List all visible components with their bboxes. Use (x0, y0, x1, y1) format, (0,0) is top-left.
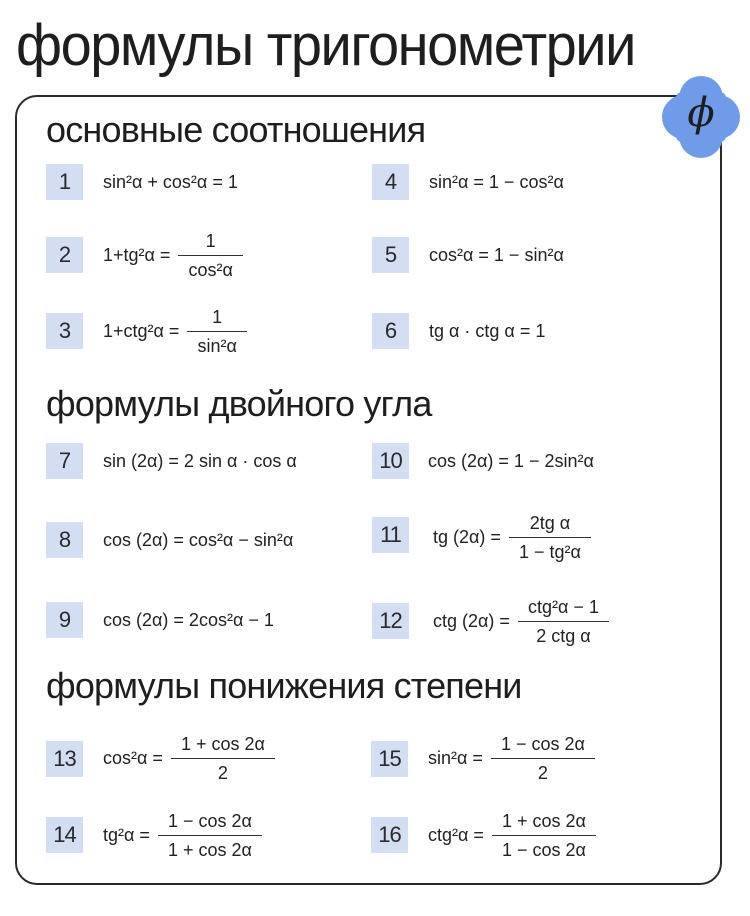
formula-text: cos²α = 1 − sin²α (429, 244, 564, 265)
denominator: sin²α (187, 331, 246, 357)
section-title-power-reduction: формулы понижения степени (46, 665, 522, 706)
denominator: 1 − tg²α (509, 537, 591, 563)
formula-lhs: cos²α = (103, 747, 163, 768)
denominator: 2 ctg α (518, 621, 609, 647)
formula (428, 805, 596, 865)
formula-number: 14 (46, 817, 83, 853)
formula-text: cos (2α) = cos²α − sin²α (103, 529, 294, 550)
formula (433, 591, 609, 651)
phi-icon: ϕ (687, 90, 715, 136)
fraction (187, 306, 246, 357)
formula-lhs: tg²α = (103, 824, 150, 845)
page-title: формулы тригонометрии (16, 11, 635, 78)
formula (103, 805, 262, 865)
formula (103, 590, 274, 650)
numerator: 1 (212, 306, 223, 327)
formula (103, 510, 293, 570)
formula-number: 11 (372, 517, 409, 553)
formula-lhs: 1+tg²α = (103, 244, 171, 265)
numerator: 1 + cos 2α (180, 733, 265, 754)
numerator: 1 − cos 2α (500, 733, 585, 754)
fraction (171, 733, 275, 784)
section-title-basic: основные соотношения (46, 109, 426, 150)
formula-text: cos (2α) = 2cos²α − 1 (103, 609, 274, 630)
fraction (492, 810, 596, 861)
formula-number: 9 (46, 602, 83, 638)
formula-text: sin²α + cos²α = 1 (103, 171, 238, 192)
numerator: 1 (205, 230, 216, 251)
formula-lhs: ctg (2α) = (433, 610, 510, 631)
formula-lhs: tg (2α) = (433, 526, 501, 547)
formula (429, 225, 564, 285)
formula-text: tg α · ctg α = 1 (429, 320, 546, 341)
formula-number: 4 (372, 164, 409, 200)
formula-text: cos (2α) = 1 − 2sin²α (428, 450, 594, 471)
formula-number: 16 (371, 817, 408, 853)
formula-number: 13 (46, 741, 83, 777)
formula-number: 15 (371, 741, 408, 777)
formula (433, 507, 591, 567)
fraction (518, 596, 609, 647)
section-title-double-angle: формулы двойного угла (46, 383, 432, 424)
formula-number: 12 (372, 603, 409, 639)
formula-number: 6 (372, 313, 409, 349)
formula (103, 152, 238, 212)
formula-lhs: 1+ctg²α = (103, 320, 180, 341)
formula (428, 431, 594, 491)
formula-number: 10 (372, 443, 409, 479)
formula-number: 7 (46, 443, 83, 479)
fraction (509, 512, 591, 563)
formula-text: sin (2α) = 2 sin α · cos α (103, 450, 297, 471)
formula (103, 431, 297, 491)
numerator: 2tg α (529, 512, 571, 533)
formula-number: 8 (46, 522, 83, 558)
formula-text: sin²α = 1 − cos²α (429, 171, 564, 192)
formula (103, 728, 275, 788)
formula-lhs: ctg²α = (428, 824, 484, 845)
fraction (158, 810, 262, 861)
numerator: ctg²α − 1 (527, 596, 599, 617)
denominator: 1 − cos 2α (492, 835, 596, 861)
denominator: 1 + cos 2α (158, 835, 262, 861)
formula-lhs: sin²α = (428, 747, 483, 768)
formula (429, 152, 564, 212)
denominator: 2 (171, 758, 275, 784)
formula-number: 3 (46, 313, 83, 349)
fraction (491, 733, 595, 784)
formula (429, 301, 545, 361)
formula (428, 728, 595, 788)
denominator: cos²α (178, 255, 242, 281)
formula (103, 301, 247, 361)
numerator: 1 + cos 2α (501, 810, 586, 831)
formula-number: 1 (46, 164, 83, 200)
formula-number: 2 (46, 237, 83, 273)
formula-number: 5 (372, 237, 409, 273)
logo (662, 76, 740, 158)
denominator: 2 (491, 758, 595, 784)
fraction (178, 230, 242, 281)
numerator: 1 − cos 2α (167, 810, 252, 831)
formula (103, 225, 243, 285)
